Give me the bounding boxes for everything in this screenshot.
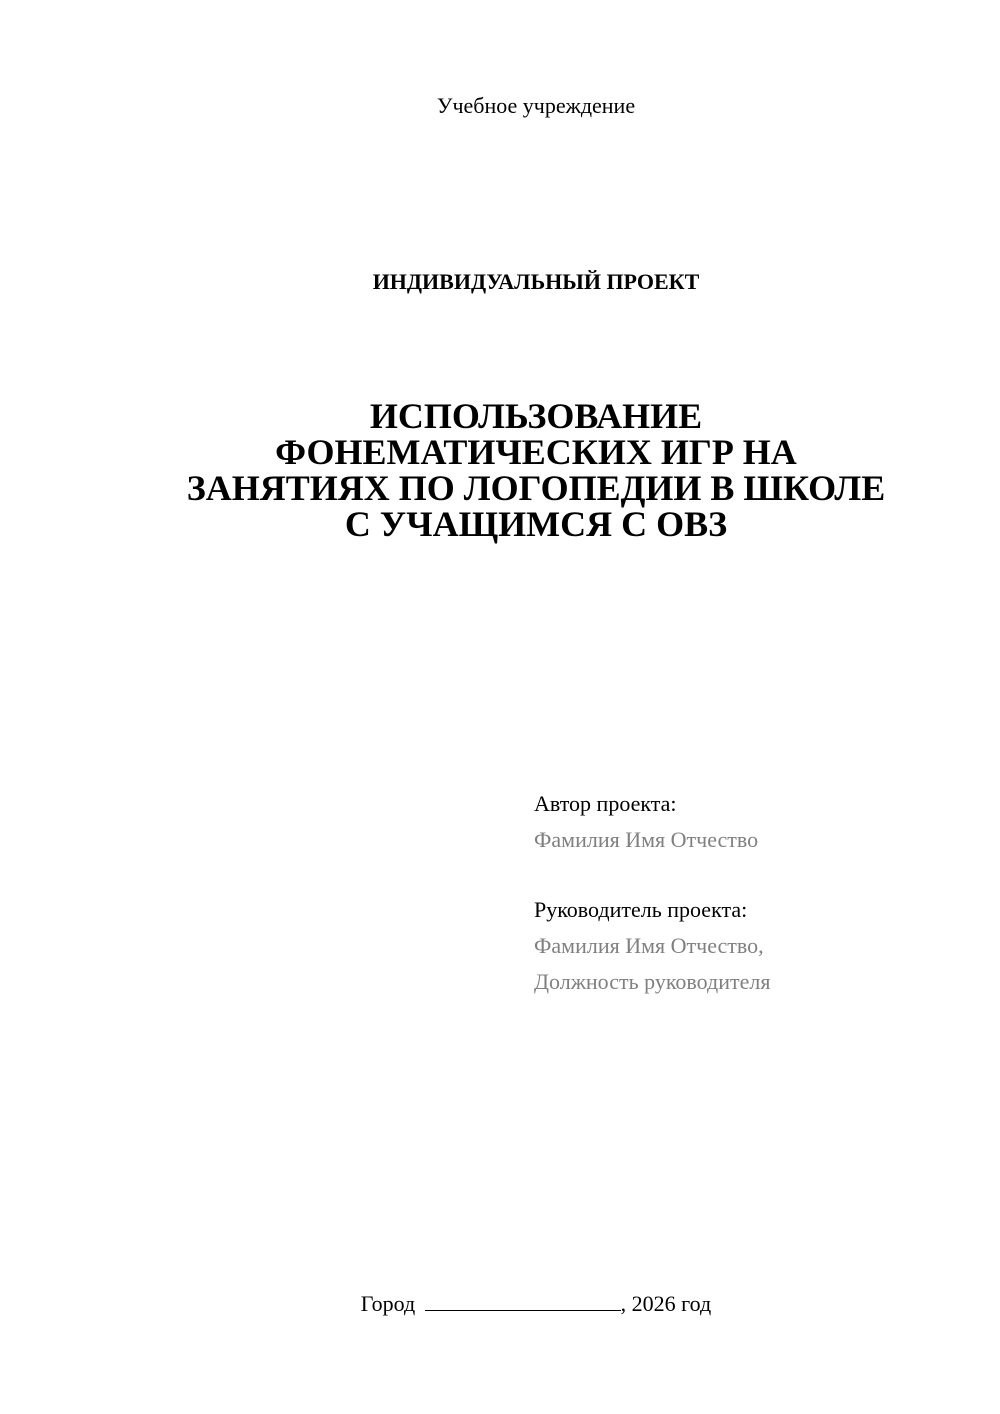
supervisor-block: [534, 892, 770, 1000]
city-blank-line: [425, 1290, 621, 1311]
author-name: Фамилия Имя Отчество: [534, 827, 759, 852]
city-label: Город: [360, 1291, 416, 1316]
supervisor-name: Фамилия Имя Отчество,: [534, 933, 764, 958]
project-title: [0, 398, 1000, 542]
title-line: ФОНЕМАТИЧЕСКИХ ИГР НА: [275, 432, 797, 472]
author-block: [534, 786, 758, 858]
supervisor-position: Должность руководителя: [534, 969, 771, 994]
document-type: ИНДИВИДУАЛЬНЫЙ ПРОЕКТ: [372, 269, 700, 294]
title-line: ЗАНЯТИЯХ ПО ЛОГОПЕДИИ В ШКОЛЕ: [186, 468, 886, 508]
city-year-line: [0, 1290, 1000, 1318]
author-label: Автор проекта:: [534, 791, 677, 816]
institution-name: Учебное учреждение: [436, 93, 636, 118]
title-line: С УЧАЩИМСЯ С ОВЗ: [344, 504, 728, 544]
supervisor-label: Руководитель проекта:: [534, 897, 748, 922]
year-text: , 2026 год: [620, 1291, 712, 1316]
title-line: ИСПОЛЬЗОВАНИЕ: [369, 396, 703, 436]
